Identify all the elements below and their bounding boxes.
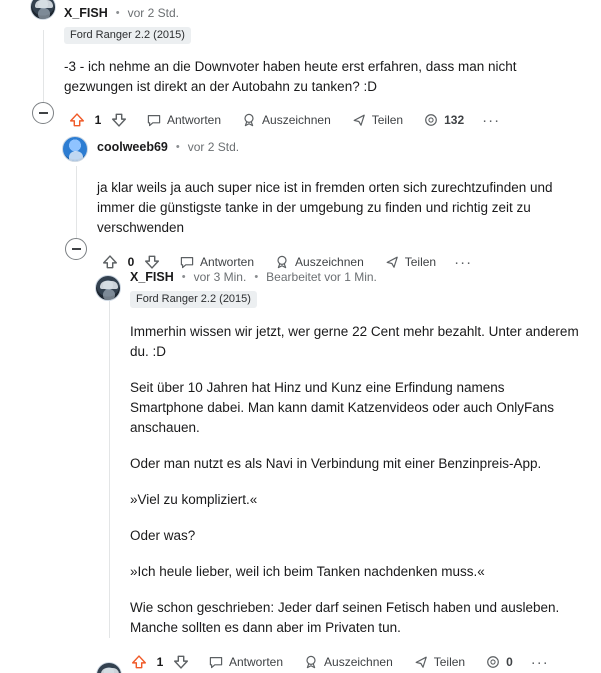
comment-header xyxy=(130,266,596,288)
share-button[interactable] xyxy=(407,651,471,673)
upvote-button[interactable] xyxy=(130,653,148,671)
vote-score: 1 xyxy=(94,113,102,127)
comment-actions xyxy=(64,105,570,135)
share-button[interactable] xyxy=(345,109,409,131)
collapse-thread-button-1[interactable] xyxy=(32,102,54,124)
comment-paragraph: Oder was? xyxy=(130,528,196,543)
comment-paragraph: -3 - ich nehme an die Downvoter haben heute erst erfahren, dass man nicht gezwungen ist direkt an der Autobahn zu tanken? :D xyxy=(64,59,517,94)
reply-button[interactable] xyxy=(140,109,227,131)
comment-actions xyxy=(126,647,596,673)
vote-group xyxy=(64,109,132,131)
comment-paragraph: ja klar weils ja auch super nice ist in fremden orten sich zurechtzufinden und immer die günstigste tanke in der umgebung zu finden und richtig zeit zu verschwenden xyxy=(97,180,553,235)
comment-paragraph: Immerhin wissen wir jetzt, wer gerne 22 Cent mehr bezahlt. Unter anderem du. :D xyxy=(130,324,579,359)
avatar[interactable] xyxy=(95,275,121,301)
downvote-button[interactable] xyxy=(110,111,128,129)
share-label: Teilen xyxy=(371,113,404,127)
award-label: Auszeichnen xyxy=(324,655,393,669)
comment-timestamp: vor 2 Std. xyxy=(127,6,179,20)
separator-dot: • xyxy=(115,7,120,19)
collapse-thread-button-2[interactable] xyxy=(65,238,87,260)
reply-button[interactable] xyxy=(202,651,289,673)
comment-header xyxy=(97,136,583,158)
comment-timestamp: vor 2 Std. xyxy=(187,140,240,154)
award-label: Auszeichnen xyxy=(295,255,364,269)
avatar[interactable] xyxy=(62,136,88,162)
award-button[interactable] xyxy=(235,109,337,131)
downvote-button[interactable] xyxy=(172,653,190,671)
comment-paragraph: Seit über 10 Jahren hat Hinz und Kunz eine Erfindung namens Smartphone dabei. Man kann damit Katzenvideos oder auch OnlyFans anschauen. xyxy=(130,380,554,435)
more-options-button[interactable]: ··· xyxy=(482,111,501,129)
speech-bubble-icon xyxy=(208,654,224,670)
award-label: Auszeichnen xyxy=(262,113,331,127)
comment-author[interactable]: X_FISH xyxy=(64,6,108,20)
comment-timestamp: vor 3 Min. xyxy=(193,270,247,284)
comment-level-1 xyxy=(30,2,570,135)
separator-dot: • xyxy=(181,271,186,283)
comment-paragraph: »Ich heule lieber, weil ich beim Tanken nachdenken muss.« xyxy=(130,564,485,579)
author-flair: Ford Ranger 2.2 (2015) xyxy=(64,27,191,44)
comment-paragraph: Wie schon geschrieben: Jeder darf seinen Fetisch haben und ausleben. Manche sollten es dann aber im Privaten tun. xyxy=(130,600,560,635)
share-arrow-icon xyxy=(413,654,429,670)
separator-dot: • xyxy=(175,141,180,153)
awards-count-button[interactable] xyxy=(479,651,519,673)
comment-body xyxy=(97,178,569,238)
comment-level-3 xyxy=(96,266,596,673)
upvote-button[interactable] xyxy=(68,111,86,129)
award-button[interactable] xyxy=(297,651,399,673)
share-arrow-icon xyxy=(351,112,367,128)
comment-author[interactable]: X_FISH xyxy=(130,270,174,284)
more-options-button[interactable]: ··· xyxy=(454,253,473,271)
comment-author[interactable]: coolweeb69 xyxy=(97,140,168,154)
comment-body xyxy=(130,322,580,638)
award-ribbon-icon xyxy=(303,654,319,670)
awards-count-button[interactable] xyxy=(417,109,470,131)
comment-header xyxy=(64,2,570,24)
separator-dot-2: • xyxy=(254,271,259,283)
share-label: Teilen xyxy=(433,655,466,669)
comment-paragraph: Oder man nutzt es als Navi in Verbindung mit einer Benzinpreis-App. xyxy=(130,456,542,471)
comment-edited-timestamp: Bearbeitet vor 1 Min. xyxy=(266,270,377,284)
awards-count: 0 xyxy=(506,655,513,669)
comment-paragraph: »Viel zu kompliziert.« xyxy=(130,492,258,507)
reply-label: Antworten xyxy=(200,255,255,269)
award-coin-icon xyxy=(423,112,439,128)
vote-score: 1 xyxy=(156,655,164,669)
award-coin-icon xyxy=(485,654,501,670)
share-label: Teilen xyxy=(404,255,437,269)
reply-label: Antworten xyxy=(229,655,284,669)
reply-label: Antworten xyxy=(167,113,222,127)
author-flair: Ford Ranger 2.2 (2015) xyxy=(130,291,257,308)
awards-count: 132 xyxy=(444,113,465,127)
more-options-button[interactable]: ··· xyxy=(530,653,549,671)
comment-level-2 xyxy=(63,136,583,277)
vote-score: 0 xyxy=(127,255,135,269)
speech-bubble-icon xyxy=(146,112,162,128)
award-ribbon-icon xyxy=(241,112,257,128)
vote-group xyxy=(126,651,194,673)
comment-body xyxy=(64,57,544,97)
